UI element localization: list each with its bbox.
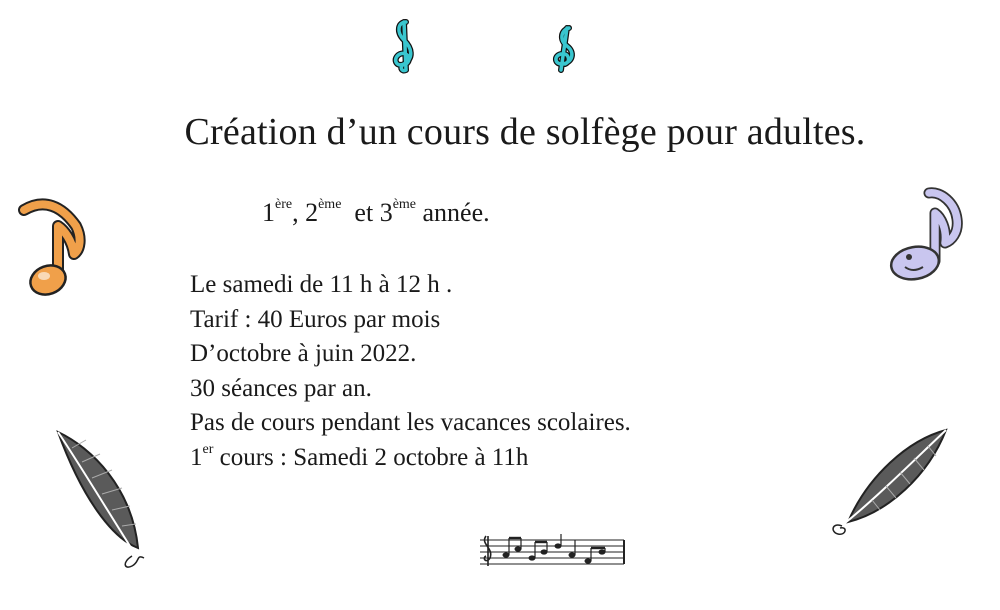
levels-separator-2: et xyxy=(341,198,380,227)
level-2-number: 2 xyxy=(305,198,319,227)
first-class-line xyxy=(190,441,631,476)
level-1-number: 1 xyxy=(262,198,275,227)
page-title: Création d’un cours de solfège pour adultes. xyxy=(184,111,866,153)
first-class-number: 1 xyxy=(190,443,203,471)
level-1-suffix: ère xyxy=(275,197,293,212)
sessions-line: 30 séances par an. xyxy=(190,374,372,402)
price-line: Tarif : 40 Euros par mois xyxy=(190,305,441,333)
levels-line xyxy=(262,198,490,228)
levels-tail: année. xyxy=(416,198,490,227)
first-class-suffix: er xyxy=(202,441,214,457)
first-class-text: cours : Samedi 2 octobre à 11h xyxy=(213,443,529,471)
feather-icon-right xyxy=(828,426,952,538)
level-2-suffix: ème xyxy=(318,197,342,212)
level-3-number: 3 xyxy=(379,198,393,227)
level-3-suffix: ème xyxy=(392,197,417,212)
levels-separator-1: , xyxy=(292,198,306,227)
course-details xyxy=(190,268,631,475)
eighth-note-icon xyxy=(14,196,86,304)
schedule-line: Le samedi de 11 h à 12 h . xyxy=(190,271,453,298)
period-line: D’octobre à juin 2022. xyxy=(190,340,417,367)
treble-clef-icon-right xyxy=(547,24,583,74)
treble-clef-icon-left xyxy=(388,18,422,72)
feather-icon-left xyxy=(52,428,152,570)
holidays-line: Pas de cours pendant les vacances scolaires. xyxy=(190,409,631,436)
music-staff-icon xyxy=(480,534,626,568)
smiling-eighth-note-icon xyxy=(885,185,967,287)
